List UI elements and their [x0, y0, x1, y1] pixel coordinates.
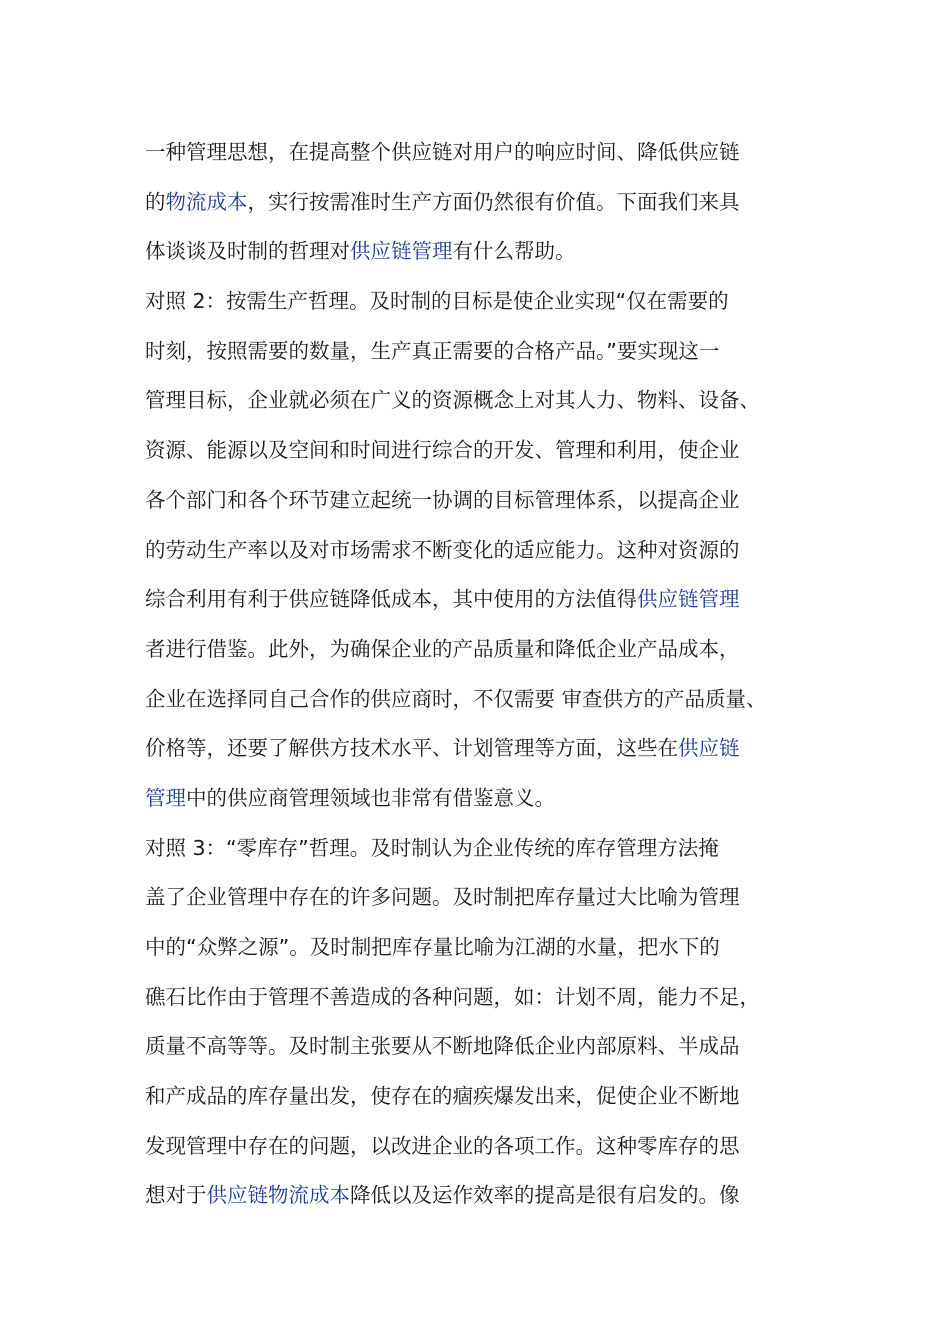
link-supply-chain[interactable]: 供应链 — [678, 736, 740, 761]
text-run: 一种管理思想，在提高整个供应链对用户的响应时间、降低供应链 — [145, 140, 740, 164]
text-line — [145, 1122, 845, 1172]
link-supply-chain-management[interactable]: 供应链管理 — [350, 239, 453, 264]
text-line — [145, 774, 845, 824]
text-run: 盖了企业管理中存在的许多问题。及时制把库存量过大比喻为管理 — [145, 885, 740, 910]
text-line — [145, 476, 845, 526]
text-run: 想对于 — [145, 1183, 207, 1208]
document-body — [145, 128, 845, 1221]
text-line — [145, 376, 845, 426]
text-line — [145, 873, 845, 923]
text-run: 资源、能源以及空间和时间进行综合的开发、管理和利用，使企业 — [145, 438, 740, 463]
text-line — [145, 327, 845, 377]
text-run: 各个部门和各个环节建立起统一协调的目标管理体系，以提高企业 — [145, 487, 740, 512]
text-line — [145, 724, 845, 774]
text-line — [145, 277, 845, 327]
text-line — [145, 1022, 845, 1072]
link-supply-chain-logistics-cost[interactable]: 供应链物流成本 — [206, 1183, 350, 1208]
text-run: 中的供应商管理领域也非常有借鉴意义。 — [186, 785, 555, 810]
text-line — [145, 178, 845, 228]
text-run: 和产成品的库存量出发，使存在的痼疾爆发出来，促使企业不断地 — [145, 1084, 740, 1109]
text-line — [145, 526, 845, 576]
text-line — [145, 675, 845, 725]
text-line — [145, 1171, 845, 1221]
text-run: 企业在选择同自己合作的供应商时，不仅需要 审查供方的产品质量、 — [145, 686, 767, 711]
text-run: 中的“众弊之源”。及时制把库存量比喻为江湖的水量，把水下的 — [145, 935, 720, 959]
text-run: 体谈谈及时制的哲理对 — [145, 239, 350, 264]
text-run: 的劳动生产率以及对市场需求不断变化的适应能力。这种对资源的 — [145, 537, 740, 562]
text-run: 发现管理中存在的问题，以改进企业的各项工作。这种零库存的思 — [145, 1133, 740, 1158]
text-run: 礁石比作由于管理不善造成的各种问题，如：计划不周，能力不足， — [145, 984, 760, 1009]
text-line — [145, 973, 845, 1023]
text-run: 时刻，按照需要的数量，生产真正需要的合格产品。”要实现这一 — [145, 338, 720, 363]
text-run: 对照 2：按需生产哲理。及时制的目标是使企业实现“仅在需要的 — [145, 289, 729, 314]
text-run: 管理目标，企业就必须在广义的资源概念上对其人力、物料、设备、 — [145, 388, 760, 413]
text-line — [145, 923, 845, 973]
text-run: 降低以及运作效率的提高是很有启发的。像 — [350, 1183, 740, 1208]
link-logistics-cost[interactable]: 物流成本 — [165, 189, 248, 214]
text-run: 有什么帮助。 — [452, 239, 576, 264]
text-run: ，实行按需准时生产方面仍然很有价值。下面我们来具 — [247, 189, 740, 214]
text-run: 的 — [145, 189, 166, 214]
text-run: 质量不高等等。及时制主张要从不断地降低企业内部原料、半成品 — [145, 1034, 740, 1059]
link-supply-chain-management[interactable]: 供应链管理 — [637, 587, 740, 612]
text-run: 价格等，还要了解供方技术水平、计划管理等方面，这些在 — [145, 736, 678, 761]
text-line — [145, 227, 845, 277]
text-line — [145, 575, 845, 625]
text-line — [145, 426, 845, 476]
text-line — [145, 128, 845, 178]
text-run: 者进行借鉴。此外，为确保企业的产品质量和降低企业产品成本， — [145, 636, 740, 661]
text-run: 对照 3：“零库存”哲理。及时制认为企业传统的库存管理方法掩 — [145, 835, 719, 860]
text-line — [145, 625, 845, 675]
text-run: 综合利用有利于供应链降低成本，其中使用的方法值得 — [145, 587, 637, 612]
text-line — [145, 824, 845, 874]
text-line — [145, 1072, 845, 1122]
link-management[interactable]: 管理 — [145, 785, 186, 810]
